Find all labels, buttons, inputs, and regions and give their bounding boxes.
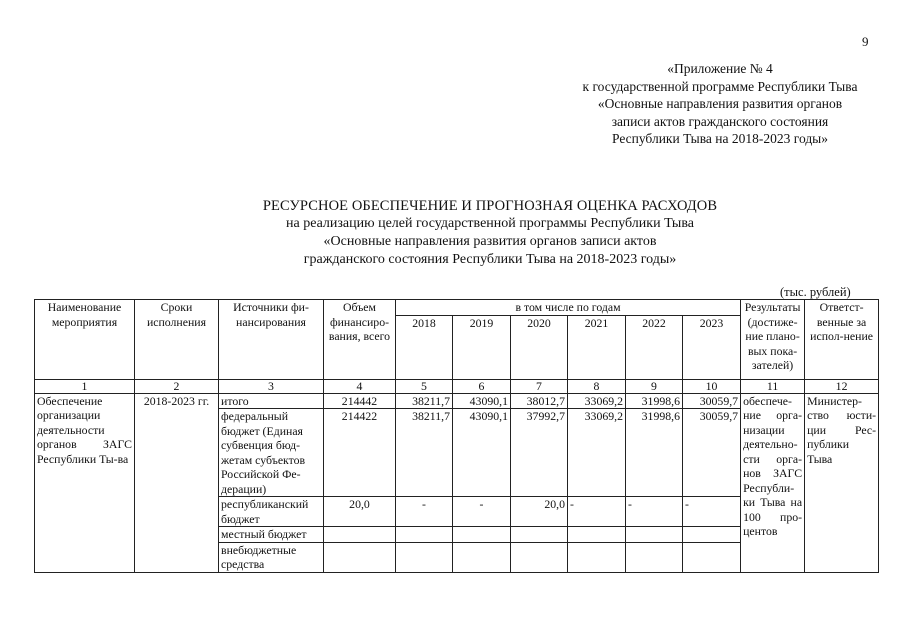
column-number: 4: [324, 379, 396, 393]
appendix-line: «Основные направления развития органов: [597, 96, 843, 111]
header-terms: Сроки исполнения: [135, 300, 219, 380]
header-by-years: в том числе по годам: [396, 300, 741, 316]
column-number: 8: [568, 379, 626, 393]
activity-results: обеспече-ние орга-низации деятельно-сти орга-нов ЗАГС Республи-ки Тыва на 100 про-центов: [741, 393, 805, 572]
appendix-line: записи актов гражданского состояния: [611, 113, 829, 129]
total-cell: [324, 542, 396, 572]
year-value-cell: 43090,1: [453, 393, 511, 409]
year-value-cell: [396, 527, 453, 543]
header-sources: Источники фи-нансирования: [219, 300, 324, 380]
column-number: 3: [219, 379, 324, 393]
year-value-cell: [396, 542, 453, 572]
total-cell: [324, 527, 396, 543]
year-value-cell: [683, 527, 741, 543]
source-cell: федеральный бюджет (Единая субвенция бюд-жетам субъектов Российской Фе-дерации): [219, 409, 324, 497]
header-year: 2023: [683, 315, 741, 379]
year-value-cell: [683, 542, 741, 572]
year-value-cell: [626, 542, 683, 572]
document-title: РЕСУРСНОЕ ОБЕСПЕЧЕНИЕ И ПРОГНОЗНАЯ ОЦЕНКА РАСХОДОВ: [262, 198, 718, 214]
year-value-cell: -: [453, 497, 511, 527]
year-value-cell: [453, 527, 511, 543]
document-subtitle-line: гражданского состояния Республики Тыва на 2018-2023 годы»: [303, 252, 677, 267]
column-number: 10: [683, 379, 741, 393]
year-value-cell: [511, 527, 568, 543]
page-number: 9: [862, 34, 869, 49]
column-number: 11: [741, 379, 805, 393]
year-value-cell: -: [626, 497, 683, 527]
header-name: Наименование мероприятия: [35, 300, 135, 380]
column-number: 12: [805, 379, 879, 393]
column-numbers-row: [35, 379, 879, 393]
units-label: (тыс. рублей): [780, 285, 851, 299]
year-value-cell: [511, 542, 568, 572]
table-header-row: [35, 300, 879, 316]
column-number: 7: [511, 379, 568, 393]
year-value-cell: 31998,6: [626, 409, 683, 497]
year-value-cell: [568, 542, 626, 572]
header-year: 2022: [626, 315, 683, 379]
source-cell: местный бюджет: [219, 527, 324, 543]
year-value-cell: 43090,1: [453, 409, 511, 497]
year-value-cell: 30059,7: [683, 393, 741, 409]
column-number: 5: [396, 379, 453, 393]
activity-name: Обеспечение организации деятельности органов ЗАГС Республики Ты-ва: [35, 393, 135, 572]
year-value-cell: 38012,7: [511, 393, 568, 409]
document-heading: [160, 197, 820, 269]
year-value-cell: 33069,2: [568, 393, 626, 409]
header-year: 2021: [568, 315, 626, 379]
header-results: Результаты (достиже-ние плано-вых пока-зателей): [741, 300, 805, 380]
total-cell: 214422: [324, 409, 396, 497]
source-cell: республиканский бюджет: [219, 497, 324, 527]
year-value-cell: 33069,2: [568, 409, 626, 497]
appendix-line: «Приложение № 4: [667, 61, 773, 76]
year-value-cell: [568, 527, 626, 543]
header-responsible: Ответст-венные за испол-нение: [805, 300, 879, 380]
column-number: 1: [35, 379, 135, 393]
table-row: [35, 393, 879, 409]
appendix-block: [540, 60, 900, 148]
year-value-cell: -: [396, 497, 453, 527]
column-number: 2: [135, 379, 219, 393]
document-subtitle-line: «Основные направления развития органов записи актов: [323, 234, 657, 249]
appendix-line: Республики Тыва на 2018-2023 годы»: [611, 131, 829, 146]
total-cell: 20,0: [324, 497, 396, 527]
header-year: 2018: [396, 315, 453, 379]
year-value-cell: 38211,7: [396, 409, 453, 497]
header-volume: Объем финансиро-вания, всего: [324, 300, 396, 380]
column-number: 9: [626, 379, 683, 393]
year-value-cell: 38211,7: [396, 393, 453, 409]
year-value-cell: -: [683, 497, 741, 527]
year-value-cell: 30059,7: [683, 409, 741, 497]
activity-responsible: Министер-ство юсти-ции Рес-публики Тыва: [805, 393, 879, 572]
activity-terms: 2018-2023 гг.: [135, 393, 219, 572]
total-cell: 214442: [324, 393, 396, 409]
year-value-cell: 20,0: [511, 497, 568, 527]
source-cell: внебюджетные средства: [219, 542, 324, 572]
year-value-cell: 37992,7: [511, 409, 568, 497]
header-year: 2019: [453, 315, 511, 379]
year-value-cell: [453, 542, 511, 572]
column-number: 6: [453, 379, 511, 393]
document-subtitle-line: на реализацию целей государственной программы Республики Тыва: [286, 216, 694, 231]
budget-table: [34, 299, 879, 573]
year-value-cell: -: [568, 497, 626, 527]
header-year: 2020: [511, 315, 568, 379]
appendix-line: к государственной программе Республики Тыва: [582, 78, 858, 94]
year-value-cell: [626, 527, 683, 543]
source-cell: итого: [219, 393, 324, 409]
year-value-cell: 31998,6: [626, 393, 683, 409]
